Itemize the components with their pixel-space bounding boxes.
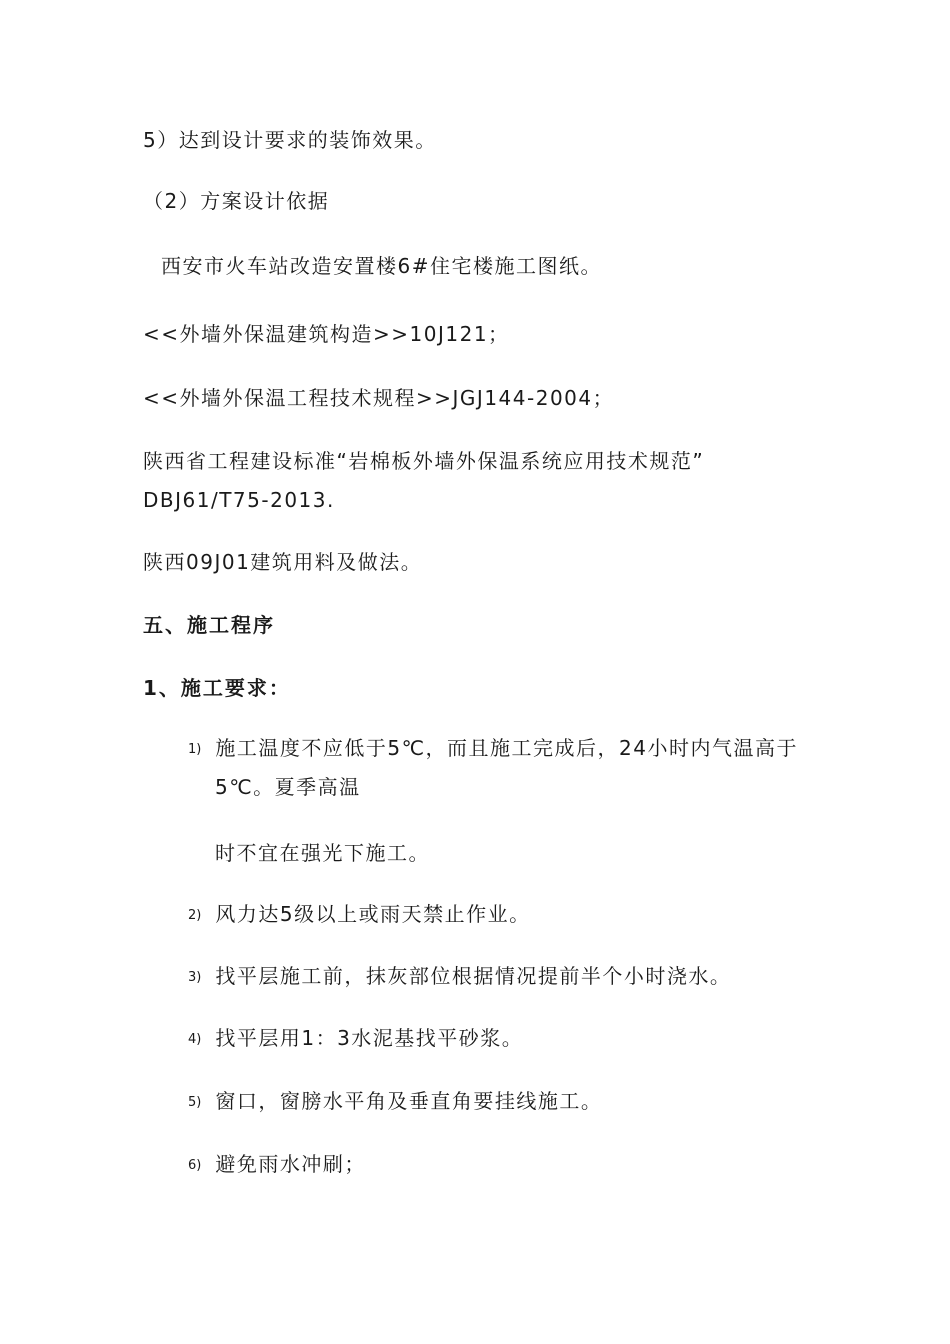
list-text: 找平层施工前，抹灰部位根据情况提前半个小时浇水。 xyxy=(215,964,732,988)
list-number: 3) xyxy=(188,970,202,985)
list-item xyxy=(188,1087,602,1119)
list-number: 6) xyxy=(188,1158,202,1173)
subsection-title: 1、施工要求： xyxy=(143,676,291,700)
list-item-continuation: 时不宜在强光下施工。 xyxy=(215,841,430,865)
para-standard-10j121: <<外墙外保温建筑构造>>10J121； xyxy=(143,322,510,346)
list-item-continuation: 5℃。夏季高温 xyxy=(215,775,361,799)
para-shaanxi-standard-code: DBJ61/T75-2013. xyxy=(143,488,335,512)
list-item xyxy=(188,734,798,766)
list-item xyxy=(188,1024,523,1056)
list-text: 避免雨水冲刷； xyxy=(215,1152,366,1176)
heading-design-basis: （2）方案设计依据 xyxy=(143,189,330,213)
para-standard-jgj144: <<外墙外保温工程技术规程>>JGJ144-2004； xyxy=(143,386,615,410)
list-number: 2) xyxy=(188,908,202,923)
para-drawings: 西安市火车站改造安置楼6#住宅楼施工图纸。 xyxy=(161,254,602,278)
list-number: 4) xyxy=(188,1032,202,1047)
list-text: 找平层用1：3水泥基找平砂浆。 xyxy=(215,1026,524,1050)
para-shaanxi-09j01: 陕西09J01建筑用料及做法。 xyxy=(143,550,423,574)
list-text: 窗口，窗膀水平角及垂直角要挂线施工。 xyxy=(215,1089,603,1113)
para-decoration-effect: 5）达到设计要求的装饰效果。 xyxy=(143,128,437,152)
list-text: 施工温度不应低于5℃，而且施工完成后，24小时内气温高于 xyxy=(215,736,798,760)
list-number: 1) xyxy=(188,742,202,757)
para-shaanxi-standard: 陕西省工程建设标准“岩棉板外墙外保温系统应用技术规范” xyxy=(143,449,705,473)
list-number: 5) xyxy=(188,1095,202,1110)
list-item xyxy=(188,1150,366,1182)
list-item xyxy=(188,962,731,994)
section-title: 五、施工程序 xyxy=(143,613,275,637)
list-item xyxy=(188,900,531,932)
list-text: 风力达5级以上或雨天禁止作业。 xyxy=(215,902,531,926)
